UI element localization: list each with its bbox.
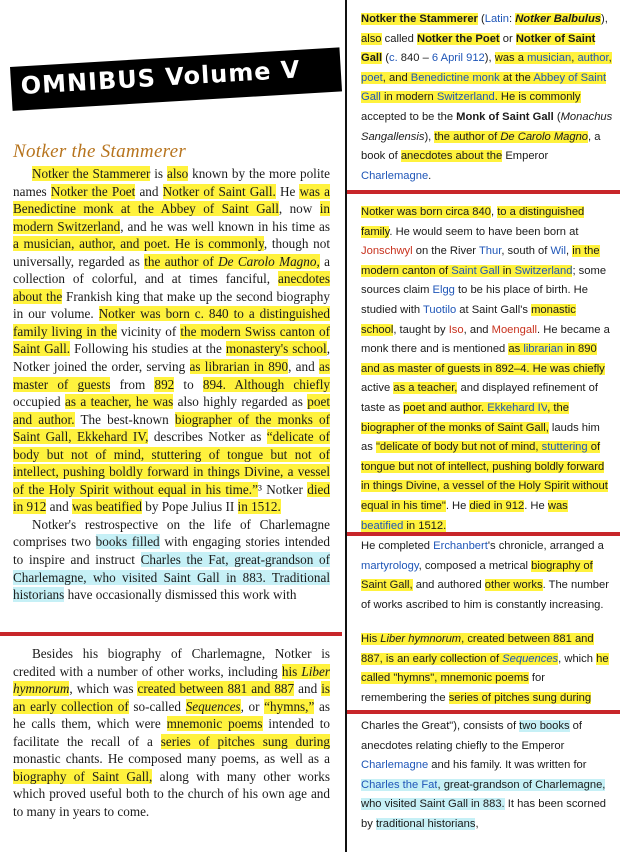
text-run: in modern <box>380 91 437 104</box>
text-run: and <box>135 183 163 199</box>
text-run[interactable]: c. <box>388 52 398 65</box>
text-run: , the biographer of the monks of Saint Gall, <box>361 401 569 434</box>
text-run: . He <box>524 499 548 512</box>
text-run: also <box>166 166 189 181</box>
text-run: in the modern canton of <box>361 245 600 277</box>
text-run: series of pitches sung during <box>448 691 592 704</box>
text-run: monastic school <box>361 303 576 336</box>
text-run: monastery's school <box>225 341 327 357</box>
text-run: in modern Switzerland <box>13 201 330 234</box>
text-run[interactable]: Switzerland <box>436 91 495 104</box>
text-run: . He is commonly <box>494 91 581 104</box>
text-run[interactable]: stuttering <box>541 441 588 454</box>
text-run[interactable]: Elgg <box>432 284 455 297</box>
text-run: his <box>281 663 302 679</box>
text-run: great-grandson of Charlemagne, who visited Saint Gall in 883. <box>361 778 606 811</box>
text-run: to <box>174 376 203 392</box>
text-run: , though not universally, regarded as <box>13 236 330 269</box>
text-run[interactable]: beatified <box>361 519 404 532</box>
text-run[interactable]: Erchanbert <box>433 540 488 552</box>
text-run: a book of <box>361 130 601 163</box>
wiki-paragraph-5 <box>361 717 613 835</box>
text-run: 's chronicle, arranged a <box>487 540 604 552</box>
text-run: . He would seem to have been born at <box>389 225 579 238</box>
text-run: in 1512. <box>237 499 281 515</box>
text-run: and <box>46 499 72 515</box>
text-run: Notker was born circa 840 <box>361 206 491 218</box>
text-run: so-called <box>128 698 186 714</box>
text-run: ), <box>484 52 495 65</box>
text-run: : <box>509 13 516 25</box>
text-run: was a Benedictine monk at the Abbey of Saint Gall <box>13 183 330 217</box>
text-run: Liber hymnorum <box>13 663 330 697</box>
text-run: the modern Swiss canton of Saint Gall. <box>13 323 330 357</box>
text-run: intended to facilitate the recall of a <box>13 716 330 749</box>
text-run: anecdotes about the <box>13 271 330 304</box>
text-run: Frankish king that make up the second biography in our volume. <box>13 288 330 322</box>
text-run: “delicate of body but not of mind, stuttering of tongue but not of intellect, pushing boldly forward in things Divine, a vessel of the Holy Spirit without equal in his time.” <box>13 429 330 497</box>
text-run: of anecdotes relating chiefly to the Emperor <box>361 720 582 752</box>
text-run: by Pope Julius II <box>141 499 238 515</box>
text-run: The best-known <box>74 411 175 427</box>
text-run: known by the more polite names <box>13 166 330 199</box>
text-run: De Carolo Magno, <box>218 253 320 269</box>
text-run: and authored <box>412 579 485 592</box>
text-run: as master of guests <box>13 359 330 392</box>
text-run: , and <box>382 71 411 84</box>
text-run[interactable]: monk <box>472 71 500 84</box>
text-run[interactable]: Charles the Fat <box>361 778 438 791</box>
text-run[interactable]: 912 <box>466 52 485 65</box>
text-run: in 1512. <box>403 519 447 532</box>
text-run: It has been scorned by <box>361 798 607 830</box>
text-run: , Notker joined the order, serving <box>13 341 330 375</box>
text-run: Emperor <box>502 150 549 163</box>
text-run: Besides his biography of Charlemagne, Notker is credited with a number of other works, including <box>13 646 330 679</box>
text-run: Notker of Saint Gall. <box>162 183 276 199</box>
text-run: as a teacher, <box>393 382 458 395</box>
text-run: Charles the Great"), consists of <box>361 720 520 732</box>
text-run: biography of Saint Gall, <box>361 559 593 592</box>
text-run: was beatified <box>71 499 142 515</box>
text-run: vicinity of <box>116 323 181 339</box>
text-run: Notker Balbulus <box>515 13 602 25</box>
text-run: Charles the Fat, great-grandson of Charlemagne, who visited Saint Gall in 883. Traditional historians <box>13 552 330 603</box>
text-run: on the River <box>412 245 479 258</box>
text-run: anecdotes about the <box>400 150 503 163</box>
text-run[interactable]: Charlemagne <box>361 169 429 182</box>
text-run: Monk of Saint Gall <box>456 110 554 123</box>
text-run: is an early collection of <box>13 681 330 714</box>
text-run: , <box>490 206 498 218</box>
text-run: the author of <box>144 253 219 269</box>
text-run: or <box>499 32 516 45</box>
text-run: two books <box>519 720 570 732</box>
text-run: occupied <box>13 394 65 410</box>
text-run[interactable]: Abbey of Saint Gall <box>361 71 607 104</box>
text-run: in <box>499 264 515 277</box>
text-run: ; some sources claim <box>361 264 607 297</box>
text-run: and <box>294 681 322 697</box>
text-run: , now <box>278 201 320 217</box>
text-run: died in 912 <box>13 481 330 515</box>
text-run: 840 – <box>397 52 432 65</box>
text-run: , <box>566 245 573 258</box>
text-run: series of pitches sung during <box>160 733 330 749</box>
text-run: , or <box>240 698 265 714</box>
wiki-charlemagne <box>361 717 613 835</box>
text-run: , <box>437 778 444 791</box>
text-run: ( <box>477 13 485 25</box>
text-run: a musician, author, and poet. He is commonly <box>13 236 264 252</box>
text-run[interactable]: Benedictine <box>410 71 470 84</box>
text-run[interactable]: musician <box>527 52 572 65</box>
wiki-paragraph-4 <box>361 630 613 708</box>
text-run: ³ Notker <box>257 481 308 497</box>
text-run: was a <box>494 52 528 65</box>
text-run: which <box>561 652 597 665</box>
text-run: Notker's restrospective on the life of Charlemagne comprises two <box>13 516 330 550</box>
text-run: mnemonic poems <box>166 716 263 732</box>
text-run: He completed <box>361 540 434 552</box>
text-run: De Carolo Magno <box>500 130 589 143</box>
text-run: . He became a monk there and is mentioned <box>361 323 610 356</box>
text-run: , which was <box>69 681 138 697</box>
text-run: traditional historians <box>375 817 476 830</box>
text-run: he called "hymns", mnemonic poems <box>361 652 609 685</box>
text-run[interactable]: librarian <box>523 343 564 356</box>
print-paragraph-2 <box>13 516 330 604</box>
text-run: Liber hymnorum <box>380 633 462 645</box>
wiki-divider-2 <box>347 532 620 536</box>
wiki-paragraph-3 <box>361 537 613 615</box>
text-run: , taught by <box>393 323 449 336</box>
text-run: was <box>547 499 568 512</box>
wiki-intro <box>361 10 613 186</box>
text-run: His <box>361 633 381 645</box>
text-run: , and he was well known in his time as <box>120 218 330 234</box>
wiki-life <box>361 203 613 536</box>
text-run: from <box>110 376 155 392</box>
text-run: , south of <box>501 245 551 258</box>
text-run: also highly regarded as <box>173 394 308 410</box>
text-run: in 890 and as master of guests in 892–4. He was chiefly <box>361 343 605 375</box>
text-run: Notker the Poet <box>50 183 136 199</box>
text-run: Notker of Saint Gall <box>361 32 596 65</box>
text-run: as a teacher, he was <box>65 394 174 410</box>
text-run: a collection of colorful, and at times fanciful, <box>13 253 330 287</box>
text-run: with engaging stories intended to inspire and instruct <box>13 534 330 568</box>
text-run: , composed a metrical <box>418 559 532 572</box>
text-run: called <box>381 32 417 45</box>
text-run: poet and author. <box>13 394 330 427</box>
text-run: . He <box>445 499 470 512</box>
text-run: ), <box>601 13 608 25</box>
text-run: as librarian in 890 <box>189 359 289 375</box>
print-paragraph-3 <box>13 645 330 820</box>
text-run[interactable]: Jonschwyl <box>361 245 413 258</box>
text-run: and displayed refinement of taste as <box>361 382 598 414</box>
text-run[interactable]: Wil <box>550 245 567 258</box>
text-run: , <box>571 52 578 65</box>
wiki-works <box>361 537 613 615</box>
text-run: Sequences <box>185 698 241 714</box>
text-run: "delicate of body but not of mind, <box>375 441 542 454</box>
text-run: to a distinguished family <box>361 206 585 238</box>
text-run: as <box>508 343 524 356</box>
text-run: as he calls them, which were <box>13 698 330 732</box>
wiki-paragraph-2 <box>361 203 613 536</box>
text-run: , <box>475 817 479 830</box>
text-run: 892 <box>154 376 175 392</box>
text-run: , and <box>288 359 319 375</box>
text-run: , <box>608 52 612 65</box>
text-run: ( <box>553 110 561 123</box>
text-run: poet and author. <box>403 401 488 414</box>
print-paragraph-1 <box>13 165 330 516</box>
text-run: . The number of works ascribed to him is constantly increasing. <box>361 579 609 611</box>
text-run: at Saint Gall's <box>456 303 532 316</box>
wiki-paragraph-1 <box>361 10 613 186</box>
section-divider <box>0 632 342 636</box>
text-run[interactable]: Charlemagne <box>361 759 429 772</box>
text-run: for remembering the <box>361 672 545 704</box>
text-run: accepted to be the <box>361 110 457 123</box>
text-run: , created between 881 and 887, is an early collection of <box>361 633 594 665</box>
text-run[interactable]: Latin <box>484 13 509 25</box>
text-run[interactable]: 6 April <box>431 52 463 65</box>
text-run: at the <box>499 71 534 84</box>
text-run: biography of Saint Gall, <box>13 768 153 784</box>
text-run: and his family. It was written for <box>428 759 587 772</box>
wiki-hymnorum <box>361 630 613 708</box>
text-run: lauds him as <box>361 421 600 454</box>
text-run: the author of <box>434 130 501 143</box>
text-run[interactable]: Tuotilo <box>423 303 457 316</box>
text-run: to be his place of birth. He studied with <box>361 284 588 316</box>
text-run: , and <box>463 323 492 336</box>
text-run: Notker the Stammerer <box>361 13 478 25</box>
wiki-column <box>347 0 620 852</box>
text-run: Notker the Poet <box>416 32 500 45</box>
text-run: also <box>361 32 382 45</box>
text-run: ), <box>424 130 435 143</box>
text-run: along with many other works which proved useful both to the church of his own age and to many in years to come. <box>13 768 330 819</box>
text-run: created between 881 and 887 <box>137 681 295 697</box>
volume-title: OMNIBUS Volume V <box>20 55 302 100</box>
text-run: books filled <box>95 534 160 550</box>
text-run: is <box>150 166 167 181</box>
text-run: , <box>558 652 562 665</box>
text-run: biographer of the monks of Saint Gall, Ekkehard IV, <box>13 411 330 445</box>
text-run[interactable]: Thur <box>478 245 502 258</box>
text-run: Following his studies at the <box>70 341 226 357</box>
text-run[interactable]: Iso <box>448 323 464 336</box>
text-run[interactable]: martyrology <box>361 559 419 572</box>
text-run: ( <box>382 52 389 65</box>
print-text-bottom <box>13 645 330 825</box>
text-run[interactable]: Sequences <box>502 652 559 665</box>
text-run: Monachus Sangallensis <box>361 110 613 143</box>
text-run: describes Notker as <box>148 429 267 445</box>
text-run: have occasionally dismissed this work with <box>64 587 297 603</box>
print-text-top <box>13 165 330 623</box>
wiki-divider-3 <box>347 710 620 714</box>
text-run[interactable]: Saint Gall <box>451 264 500 277</box>
chapter-heading: Notker the Stammerer <box>13 141 187 162</box>
text-run: died in 912 <box>469 499 525 512</box>
text-run: active <box>361 382 394 395</box>
text-run[interactable]: Moengall <box>491 323 538 336</box>
wiki-divider-1 <box>347 190 620 194</box>
text-run: of tongue but not of intellect, pushing boldly forward in things Divine, a vessel of the Holy Spirit without equal in his time" <box>361 441 608 512</box>
text-run: , <box>588 130 592 143</box>
text-run: Notker was born c. 840 to a distinguished family living in the <box>13 306 330 339</box>
text-run[interactable]: Switzerland <box>514 264 573 277</box>
text-run: 894. Although chiefly <box>202 376 330 392</box>
text-run[interactable]: poet <box>361 71 383 84</box>
text-run: “hymns,” <box>264 698 315 714</box>
text-run: . <box>428 169 432 182</box>
text-run[interactable]: author <box>577 52 609 65</box>
text-run[interactable]: Ekkehard IV <box>487 401 548 414</box>
text-run: He <box>275 183 300 199</box>
text-run: Notker the Stammerer <box>32 166 151 181</box>
text-run: monastic chants. He composed many poems, as well as a <box>13 751 330 767</box>
text-run: other works <box>484 579 543 592</box>
